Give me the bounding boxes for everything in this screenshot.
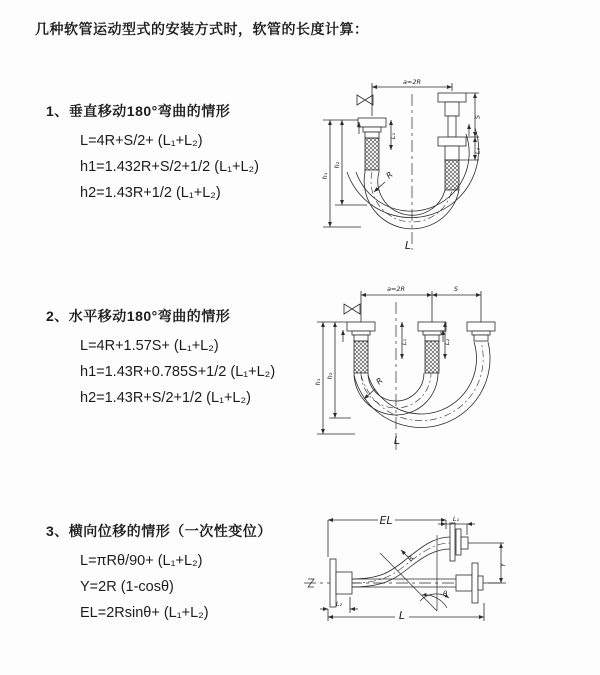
formula-line: h1=1.43R+0.785S+1/2 (L₁+L₂) [80, 364, 276, 380]
dim-label-l2: L₂ [443, 338, 451, 346]
dim-label-h1: h₁ [314, 378, 322, 386]
formula-line: h2=1.43R+S/2+1/2 (L₁+L₂) [80, 390, 251, 406]
left-fitting [347, 322, 375, 373]
section-2-formulas [80, 333, 275, 411]
length-label: L [393, 434, 401, 447]
section-3-heading: 3、横向位移的情形（一次性变位） [46, 523, 272, 539]
valve-icon [357, 95, 373, 105]
section-2 [46, 306, 275, 411]
dim-label-l2: L₂ [335, 600, 343, 608]
dim-label-h2: h₂ [326, 372, 334, 380]
dim-label-y: Y [499, 563, 507, 567]
formula-line: L=πRθ/90+ (L₁+L₂) [80, 553, 203, 569]
radius-label: R [374, 376, 385, 387]
page-title: 几种软管运动型式的安装方式时，软管的长度计算： [35, 21, 369, 37]
length-label: L [404, 239, 412, 252]
length-label: L [398, 609, 406, 622]
section-2-heading: 2、水平移动180°弯曲的情形 [46, 308, 231, 324]
braided-hose [445, 160, 459, 190]
right-flange [456, 563, 483, 603]
upper-flange [450, 523, 468, 561]
construction-diagonal [380, 553, 437, 611]
hose-s-curve [352, 537, 450, 587]
dim-label-l1: L₁ [389, 132, 397, 140]
diagram-vertical-180-bend [315, 72, 595, 262]
formula-line: L=4R+1.57S+ (L₁+L₂) [80, 338, 219, 354]
formula-line: L=4R+S/2+ (L₁+L₂) [80, 133, 203, 149]
radius-label: R [384, 170, 395, 181]
section-3-formulas [80, 548, 272, 626]
formula-line: h1=1.432R+S/2+1/2 (L₁+L₂) [80, 159, 260, 175]
angle-label: θ [443, 590, 448, 598]
dim-label-h2: h₂ [333, 161, 341, 169]
extension-line [361, 291, 481, 322]
dim-label-h1: h₁ [321, 172, 329, 180]
valve-icon [344, 304, 360, 314]
braided-hose [354, 341, 368, 373]
formula-line: Y=2R (1-cosθ) [80, 579, 174, 595]
dim-label-l1: L₁ [452, 515, 460, 523]
left-fitting [358, 118, 386, 170]
middle-fitting [418, 322, 446, 373]
dim-label-a2r: a=2R [386, 285, 406, 293]
section-1-formulas [80, 128, 259, 206]
right-fitting-upper [438, 93, 466, 137]
radius-label: R [405, 553, 416, 564]
diagram-lateral-displacement [298, 505, 598, 670]
braided-hose [365, 138, 379, 170]
formula-line: EL=2Rsinθ+ (L₁+L₂) [80, 605, 209, 621]
dim-label-l1: L₁ [400, 338, 408, 346]
dim-label-el: EL [379, 514, 393, 527]
section-3 [46, 521, 272, 626]
dim-label-s: S [453, 285, 459, 293]
dim-label-s: S [473, 114, 482, 120]
formula-line: h2=1.43R+1/2 (L₁+L₂) [80, 185, 221, 201]
hose-arcs [354, 342, 490, 428]
dim-label-l2: L₂ [473, 147, 482, 155]
right-fitting [467, 322, 495, 341]
dim-label-a2r: a=2R [402, 78, 422, 86]
radius-leader [374, 182, 385, 192]
section-1 [46, 101, 259, 206]
braided-hose [425, 341, 439, 373]
section-1-heading: 1、垂直移动180°弯曲的情形 [46, 103, 231, 119]
diagram-horizontal-180-bend [315, 282, 595, 472]
